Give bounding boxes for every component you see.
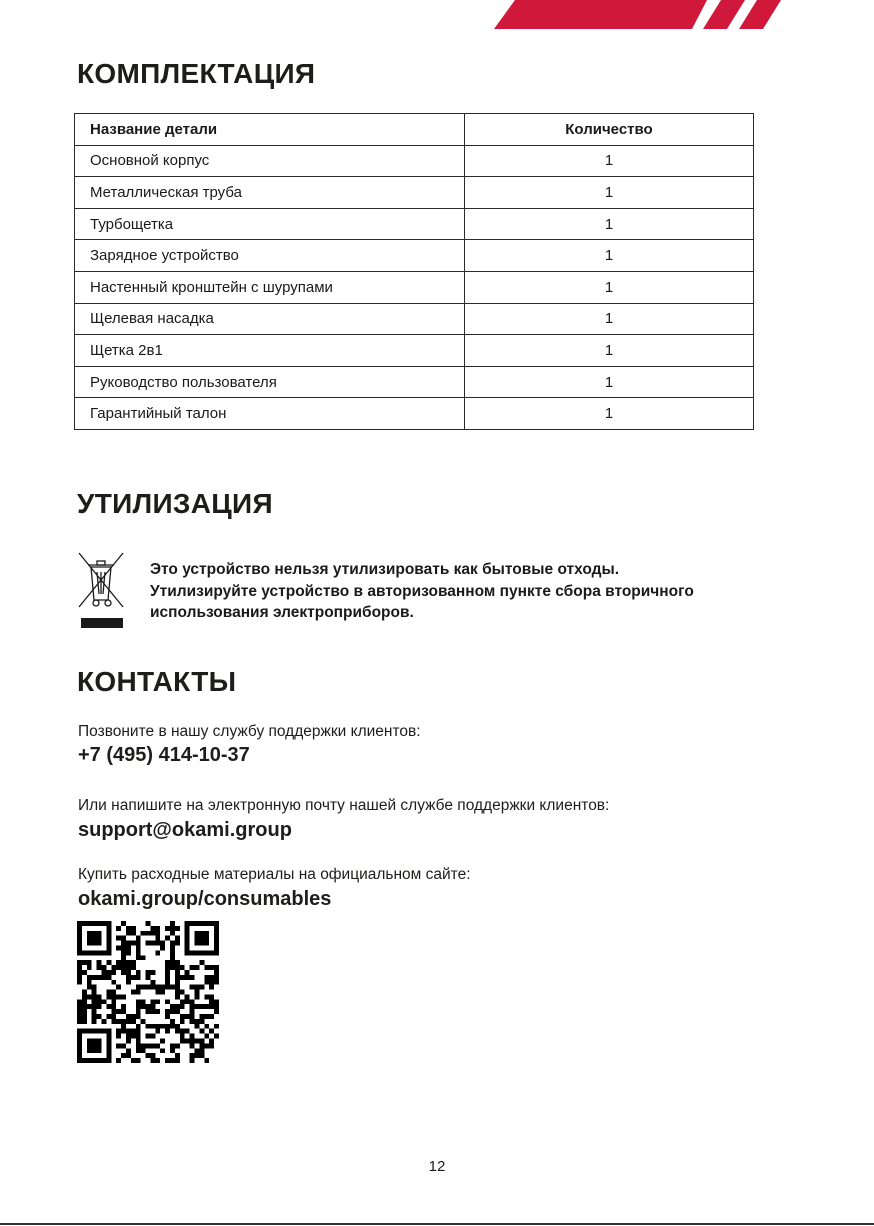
table-row [75,335,754,367]
part-name: Руководство пользователя [75,366,465,398]
part-qty: 1 [465,240,754,272]
kit-title: КОМПЛЕКТАЦИЯ [77,58,316,89]
part-name: Турбощетка [75,208,465,240]
table-row [75,208,754,240]
table-row [75,240,754,272]
phone-number: +7 (495) 414-10-37 [78,744,250,766]
email-label: Или напишите на электронную почту нашей службе поддержки клиентов: [78,797,610,814]
part-qty: 1 [465,303,754,335]
disposal-notice [150,559,770,624]
brand-stripes [0,0,874,32]
page-number: 12 [428,1158,446,1175]
shop-url: okami.group/consumables [78,888,332,910]
table-row [75,303,754,335]
part-name: Основной корпус [75,145,465,177]
crossed-out-wheelie-bin-icon [77,550,125,630]
part-qty: 1 [465,366,754,398]
part-qty: 1 [465,208,754,240]
part-name: Щелевая насадка [75,303,465,335]
part-name: Щетка 2в1 [75,335,465,367]
phone-label: Позвоните в нашу службу поддержки клиентов: [78,723,421,740]
part-name: Настенный кронштейн с шурупами [75,271,465,303]
parts-table [74,113,754,430]
table-row [75,366,754,398]
part-name: Металлическая труба [75,177,465,209]
part-qty: 1 [465,177,754,209]
part-name: Гарантийный талон [75,398,465,430]
column-header-qty: Количество [465,114,754,146]
part-qty: 1 [465,271,754,303]
bottom-rule [0,1223,874,1225]
table-header-row [75,114,754,146]
part-qty: 1 [465,335,754,367]
qr-code-icon [77,921,219,1063]
disposal-title: УТИЛИЗАЦИЯ [77,488,273,519]
table-row [75,177,754,209]
contacts-title: КОНТАКТЫ [77,666,237,697]
disposal-line: использования электроприборов. [150,604,414,621]
part-qty: 1 [465,145,754,177]
shop-label: Купить расходные материалы на официальном сайте: [78,866,471,883]
table-row [75,271,754,303]
table-row [75,398,754,430]
disposal-line: Это устройство нельзя утилизировать как бытовые отходы. [150,561,620,578]
email-address: support@okami.group [78,819,292,841]
column-header-name: Название детали [75,114,465,146]
table-row [75,145,754,177]
part-name: Зарядное устройство [75,240,465,272]
part-qty: 1 [465,398,754,430]
disposal-line: Утилизируйте устройство в авторизованном пункте сбора вторичного [150,582,694,600]
